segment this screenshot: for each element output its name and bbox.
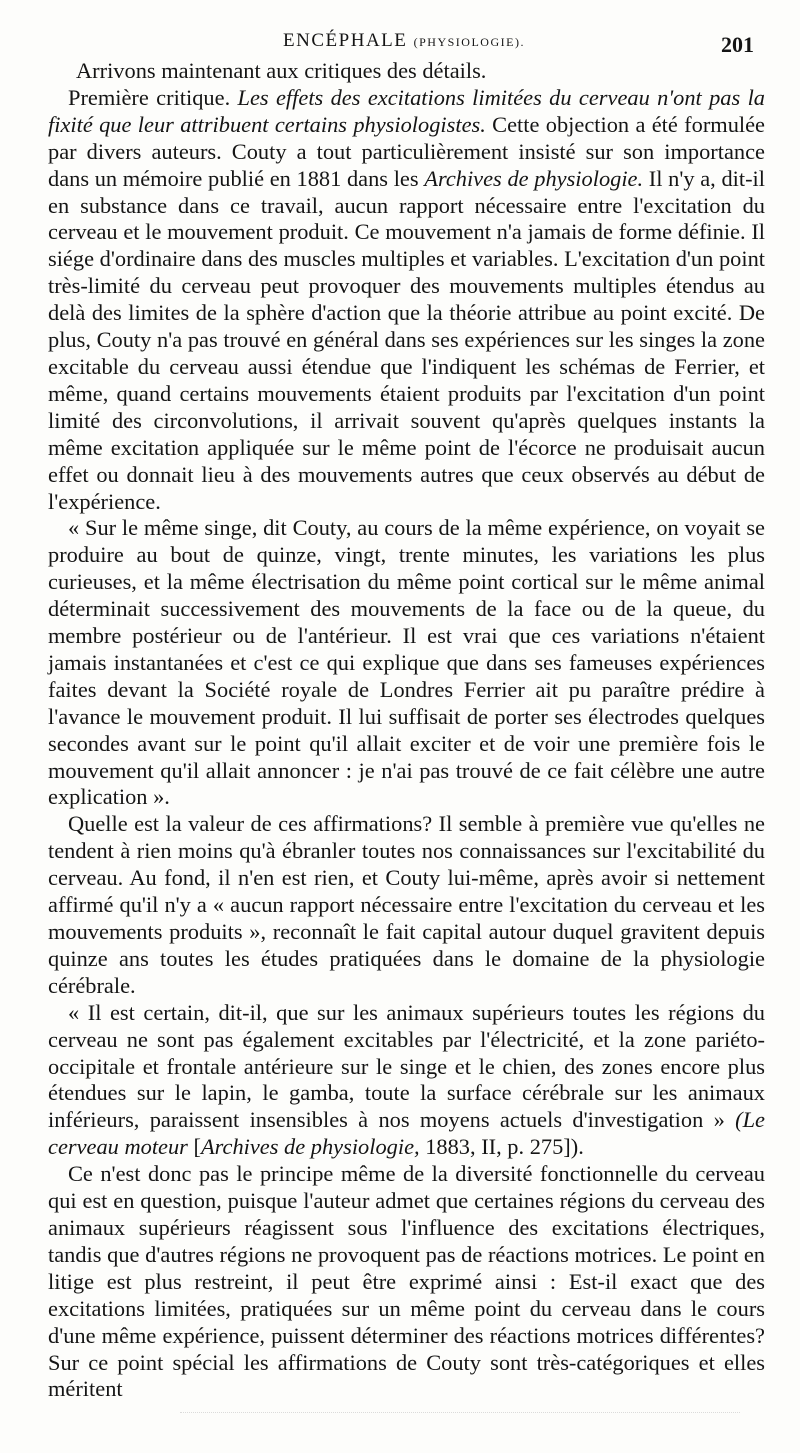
italic-run: Archives de physiologie. — [424, 165, 644, 191]
text-run: [ — [187, 1134, 201, 1160]
italic-run: Archives de physiologie, — [200, 1134, 420, 1160]
italic-run: (Le cerveau moteur — [48, 1107, 765, 1160]
header-title-main: ENCÉPHALE — [283, 30, 408, 51]
body-text — [48, 58, 765, 1403]
text-run: Première critique. — [68, 84, 238, 110]
paragraph — [48, 1000, 765, 1161]
page-number: 201 — [721, 32, 754, 57]
italic-run: Les effets des excitations limitées du cerveau n'ont pas la fixité que leur attribuent certains physiologistes. — [48, 84, 765, 137]
paragraph — [48, 811, 765, 999]
paragraph — [48, 1161, 765, 1403]
text-run: « Sur le même singe, dit Couty, au cours de la même expérience, on voyait se produire au bout de quinze, vingt, trente minutes, les variations les plus curieuses, et la même électrisation du même point cortical sur le même animal déterminait successivement des mouvements de la face ou de la queue, du membre postérieur ou de l'antérieur. Il est vrai que ces variations n'étaient jamais instantanées et c'est ce qui explique que dans ses fameuses expériences faites devant la Société royale de Londres Ferrier ait pu paraître prédire à l'avance le mouvement produit. Il lui suffisait de porter ses électrodes quelques secondes avant sur le point qu'il allait exciter et de voir une première fois le mouvement qu'il allait annoncer : je n'ai pas trouvé de ce fait célèbre une autre explication ». — [48, 515, 765, 810]
running-header — [48, 30, 760, 60]
header-title — [48, 30, 760, 52]
paragraph — [48, 58, 765, 85]
text-run: « Il est certain, dit-il, que sur les animaux supérieurs toutes les régions du cerveau ne sont pas également excitables par l'électricité, et la zone pariéto-occipitale et frontale antérieure sur le singe et le chien, des zones encore plus étendues sur le lapin, le gamba, toute la surface cérébrale sur les animaux inférieurs, paraissent insensibles à nos moyens actuels d'investigation » — [48, 999, 765, 1133]
text-run: Ce n'est donc pas le principe même de la diversité fonctionnelle du cerveau qui est en question, puisque l'auteur admet que certaines régions du cerveau des animaux supérieurs réagissent sous l'influence des excitations électriques, tandis que d'autres régions ne provoquent pas de réactions motrices. Le point en litige est plus restreint, il peut être exprimé ainsi : Est-il exact que des excitations limitées, pratiquées sur un même point du cerveau dans le cours d'une même expérience, puissent déterminer des réactions motrices différentes? Sur ce point spécial les affirmations de Couty sont très-catégoriques et elles méritent — [48, 1161, 765, 1402]
text-run: Quelle est la valeur de ces affirmations? Il semble à première vue qu'elles ne tendent à rien moins qu'à ébranler toutes nos connaissances sur l'excitabilité du cerveau. Au fond, il n'en est rien, et Couty lui-même, après avoir si nettement affirmé qu'il n'y a « aucun rapport nécessaire entre l'excitation du cerveau et les mouvements produits », reconnaît le fait capital autour duquel gravitent depuis quinze ans toutes les études pratiquées dans le domaine de la physiologie cérébrale. — [48, 811, 765, 998]
paragraph — [48, 85, 765, 516]
text-run: Il n'y a, dit-il en substance dans ce travail, aucun rapport nécessaire entre l'excitation du cerveau et le mouvement produit. Ce mouvement n'a jamais de forme définie. Il siége d'ordinaire dans des muscles multiples et variables. L'excitation d'un point très-limité du cerveau peut provoquer des mouvements multiples étendus au delà des limites de la sphère d'action que la théorie attribue au point excité. De plus, Couty n'a pas trouvé en général dans ses expériences sur les singes la zone excitable du cerveau aussi étendue que l'indiquent les schémas de Ferrier, et même, quand certains mouvements étaient produits par l'excitation d'un point limité des circonvolutions, il arrivait souvent qu'après quelques instants la même excitation appliquée sur le même point de l'écorce ne produisait aucun effet ou donnait lieu à des mouvements autres que ceux observés au début de l'expérience. — [48, 165, 765, 514]
text-run: Arrivons maintenant aux critiques des détails. — [76, 58, 487, 83]
footer-artifact — [180, 1412, 740, 1419]
text-run: Cette objection a été formulée par divers auteurs. Couty a tout particulièrement insisté sur son importance dans un mémoire publié en 1881 dans les — [48, 111, 765, 191]
paragraph — [48, 515, 765, 811]
text-run: 1883, II, p. 275]). — [419, 1134, 584, 1160]
header-title-sub: (PHYSIOLOGIE). — [413, 35, 525, 49]
